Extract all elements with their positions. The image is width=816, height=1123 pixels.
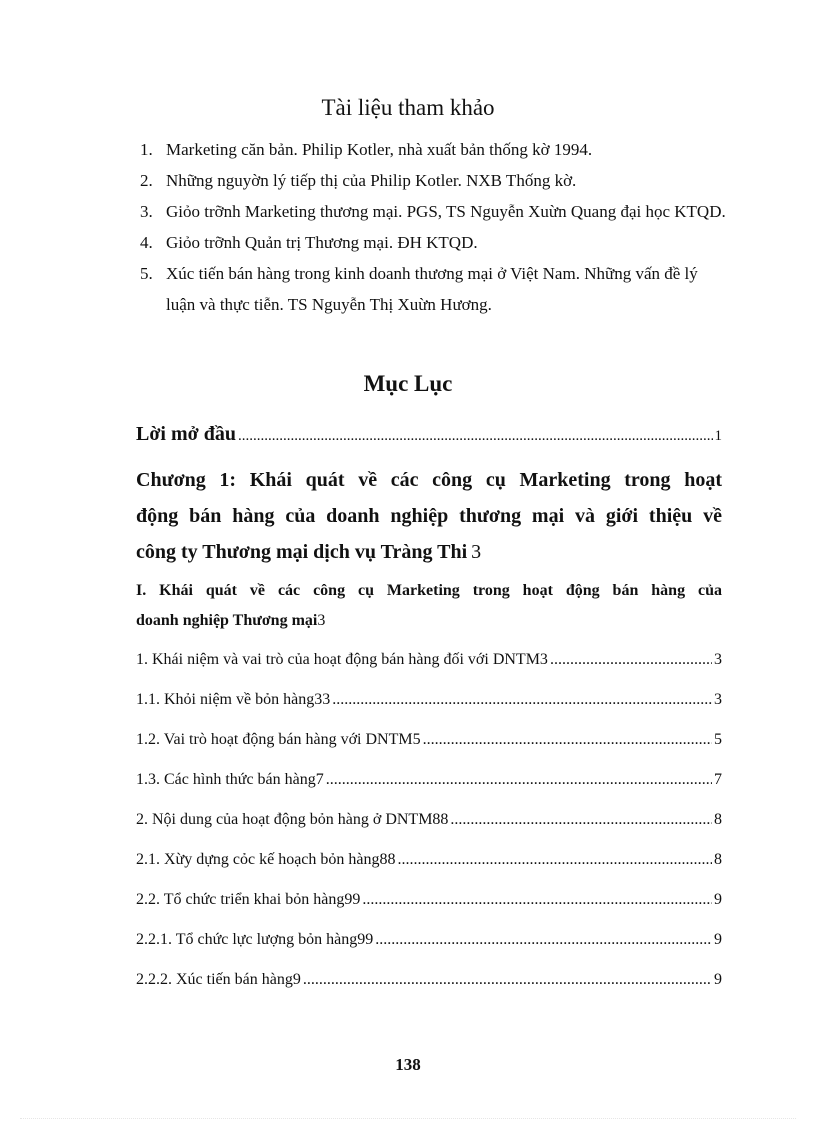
toc-entry-label: 2.2. Tổ chức triển khai bỏn hàng99 [136, 891, 361, 908]
reference-item [136, 258, 726, 320]
reference-item [136, 165, 726, 196]
toc-entry[interactable] [136, 760, 722, 800]
toc-entry-page: 3 [714, 691, 722, 708]
toc-chapter-line: công ty Thương mại dịch vụ Tràng Thi [136, 541, 468, 563]
toc-entry-label: 1.2. Vai trò hoạt động bán hàng với DNTM5 [136, 731, 421, 748]
toc-entry-label: 2. Nội dung của hoạt động bỏn hàng ở DNTM88 [136, 811, 449, 828]
toc-leader-dots [362, 880, 712, 920]
toc-entry-page: 8 [714, 851, 722, 868]
toc-leader-dots [450, 800, 712, 840]
toc-entry[interactable] [136, 920, 722, 960]
toc-entry-page: 3 [471, 541, 482, 563]
page-number: 138 [395, 1055, 421, 1074]
toc-leader-dots [375, 920, 712, 960]
toc-leader-dots [303, 960, 712, 1000]
toc-entry-page: 9 [714, 971, 722, 988]
toc-entry[interactable] [136, 640, 722, 680]
toc-chapter-line: động bán hàng của doanh nghiệp thương mại và giới thiệu về [136, 505, 722, 527]
toc-leader-dots [423, 720, 712, 760]
toc-entry-page: 8 [714, 811, 722, 828]
toc-entry-page: 5 [714, 731, 722, 748]
reference-text: Những nguyờn lý tiếp thị của Philip Kotler. NXB Thống kờ. [166, 171, 577, 190]
toc-entry[interactable] [136, 840, 722, 880]
reference-text: Marketing căn bản. Philip Kotler, nhà xuất bản thống kờ 1994. [166, 140, 593, 159]
toc-leader-dots [550, 640, 712, 680]
reference-item [136, 134, 726, 165]
reference-number: 4. [140, 233, 153, 252]
toc-entry-label: 2.1. Xừy dựng cỏc kế hoạch bỏn hàng88 [136, 851, 396, 868]
page-bottom-divider [20, 1118, 796, 1119]
toc-leader-dots [238, 422, 713, 450]
toc-leader-dots [326, 760, 712, 800]
toc-title: Mục Lục [363, 371, 453, 396]
table-of-contents [136, 420, 722, 1000]
toc-entry[interactable] [136, 800, 722, 840]
toc-entry-section-1[interactable] [136, 576, 722, 636]
reference-item [136, 227, 726, 258]
toc-entry-label: 2.2.1. Tổ chức lực lượng bỏn hàng99 [136, 931, 374, 948]
toc-entry-page: 9 [714, 891, 722, 908]
toc-entry-page: 3 [317, 612, 326, 629]
reference-number: 3. [140, 202, 153, 221]
reference-text: Giỏo trỡnh Marketing thương mại. PGS, TS Nguyễn Xuừn Quang đại học KTQD. [166, 202, 726, 221]
toc-entry-page: 3 [714, 651, 722, 668]
toc-entry-label: Lời mở đầu [136, 423, 236, 445]
toc-chapter-line: Chương 1: Khái quát về các công cụ Marketing trong hoạt [136, 469, 722, 491]
reference-text: Giỏo trỡnh Quản trị Thương mại. ĐH KTQD. [166, 233, 478, 252]
toc-section-line: doanh nghiệp Thương mại [136, 612, 318, 629]
toc-entry-label: 2.2.2. Xúc tiến bán hàng9 [136, 971, 301, 988]
toc-entry-label: 1.1. Khỏi niệm về bỏn hàng33 [136, 691, 331, 708]
toc-entry-chapter-1[interactable] [136, 462, 722, 570]
reference-item [136, 196, 726, 227]
reference-text: Xúc tiến bán hàng trong kinh doanh thương mại ở Việt Nam. Những vấn đề lý luận và thực tiễn. TS Nguyễn Thị Xuừn Hương. [166, 264, 698, 314]
references-list [136, 134, 726, 320]
toc-entry[interactable] [136, 680, 722, 720]
reference-number: 1. [140, 140, 153, 159]
reference-number: 2. [140, 171, 153, 190]
toc-leader-dots [332, 680, 712, 720]
toc-entry-page: 9 [714, 931, 722, 948]
toc-entry[interactable] [136, 720, 722, 760]
toc-leader-dots [398, 840, 712, 880]
references-title: Tài liệu tham khảo [321, 95, 495, 120]
toc-section-line: I. Khái quát về các công cụ Marketing trong hoạt động bán hàng của [136, 582, 722, 599]
toc-entry-page: 7 [714, 771, 722, 788]
toc-entry[interactable] [136, 880, 722, 920]
toc-entry-label: 1.3. Các hình thức bán hàng7 [136, 771, 324, 788]
toc-entry[interactable] [136, 960, 722, 1000]
toc-entry-page: 1 [714, 428, 722, 444]
reference-number: 5. [140, 264, 153, 283]
toc-entry-label: 1. Khái niệm và vai trò của hoạt động bán hàng đối với DNTM3 [136, 651, 548, 668]
toc-entry-introduction[interactable] [136, 420, 722, 450]
